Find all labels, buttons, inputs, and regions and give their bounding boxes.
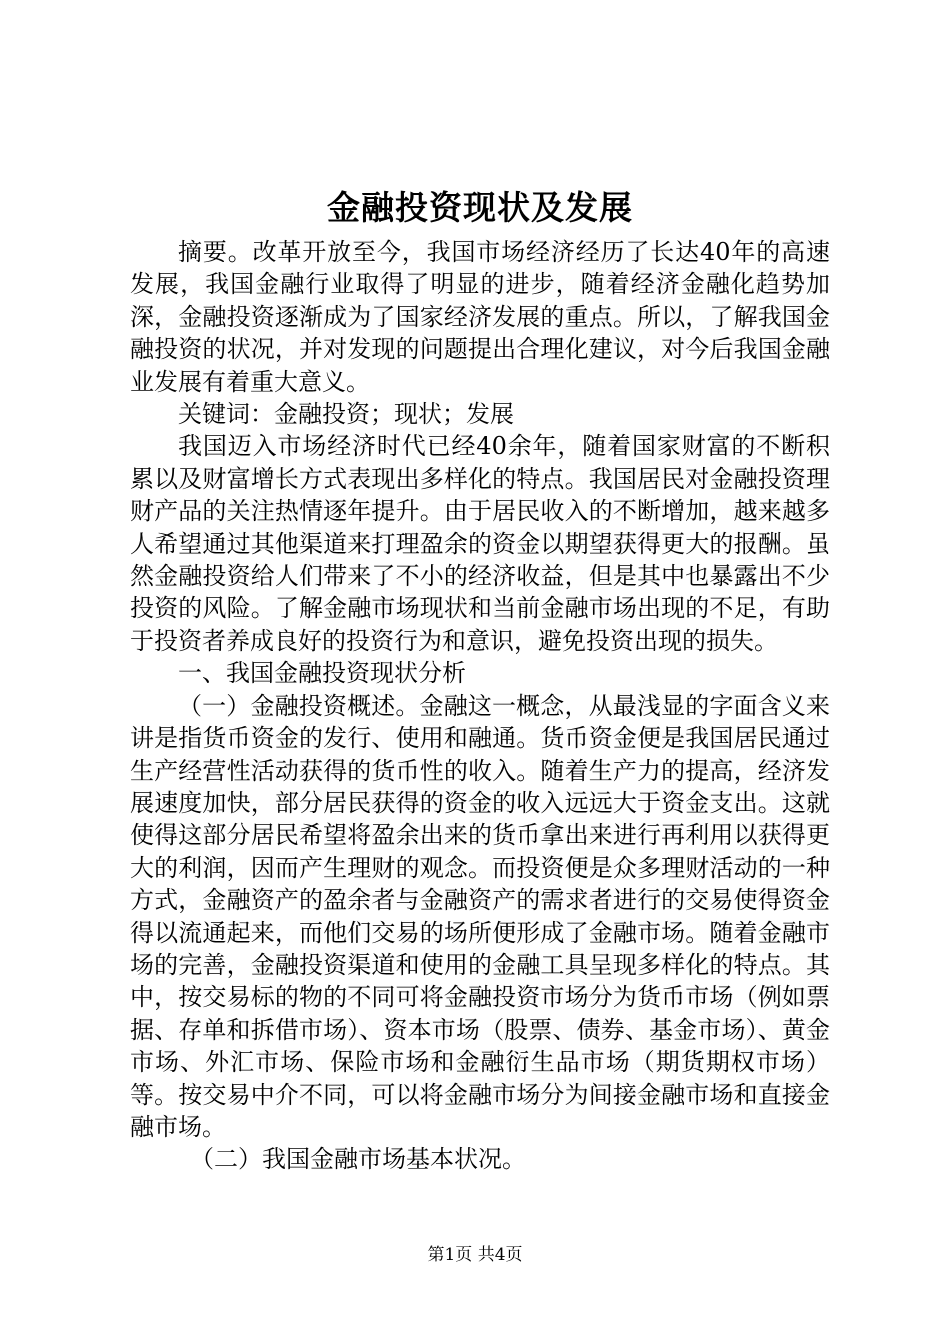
subsection-2-heading: （二）我国金融市场基本状况。 bbox=[190, 1145, 526, 1174]
keywords-paragraph: 关键词：金融投资；现状；发展 bbox=[178, 400, 514, 429]
abstract-paragraph: 摘要。改革开放至今，我国市场经济经历了长达40年的高速发展，我国金融行业取得了明显的进步，随着经济金融化趋势加深，金融投资逐渐成为了国家经济发展的重点。所以，了解我国金融投资的状况，并对发现的问题提出合理化建议，对今后我国金融业发展有着重大意义。 bbox=[130, 238, 830, 396]
subsection-1-paragraph: （一）金融投资概述。金融这一概念，从最浅显的字面含义来讲是指货币资金的发行、使用和融通。货币资金便是我国居民通过生产经营性活动获得的货币性的收入。随着生产力的提高，经济发展速度加快，部分居民获得的资金的收入远远大于资金支出。这就使得这部分居民希望将盈余出来的货币拿出来进行再利用以获得更大的利润，因而产生理财的观念。而投资便是众多理财活动的一种方式，金融资产的盈余者与金融资产的需求者进行的交易使得资金得以流通起来，而他们交易的场所便形成了金融市场。随着金融市场的完善，金融投资渠道和使用的金融工具呈现多样化的特点。其中，按交易标的物的不同可将金融投资市场分为货币市场（例如票据、存单和拆借市场）、资本市场（股票、债券、基金市场）、黄金市场、外汇市场、保险市场和金融衍生品市场（期货期权市场）等。按交易中介不同，可以将金融市场分为间接金融市场和直接金融市场。 bbox=[130, 691, 830, 1141]
page-footer: 第1页 共4页 bbox=[427, 1245, 523, 1265]
document-page bbox=[130, 180, 830, 1176]
document-title: 金融投资现状及发展 bbox=[327, 188, 633, 227]
intro-paragraph: 我国迈入市场经济时代已经40余年，随着国家财富的不断积累以及财富增长方式表现出多样化的特点。我国居民对金融投资理财产品的关注热情逐年提升。由于居民收入的不断增加，越来越多人希望通过其他渠道来打理盈余的资金以期望获得更大的报酬。虽然金融投资给人们带来了不小的经济收益，但是其中也暴露出不少投资的风险。了解金融市场现状和当前金融市场出现的不足，有助于投资者养成良好的投资行为和意识，避免投资出现的损失。 bbox=[130, 432, 830, 655]
section-heading-1: 一、我国金融投资现状分析 bbox=[178, 659, 466, 688]
